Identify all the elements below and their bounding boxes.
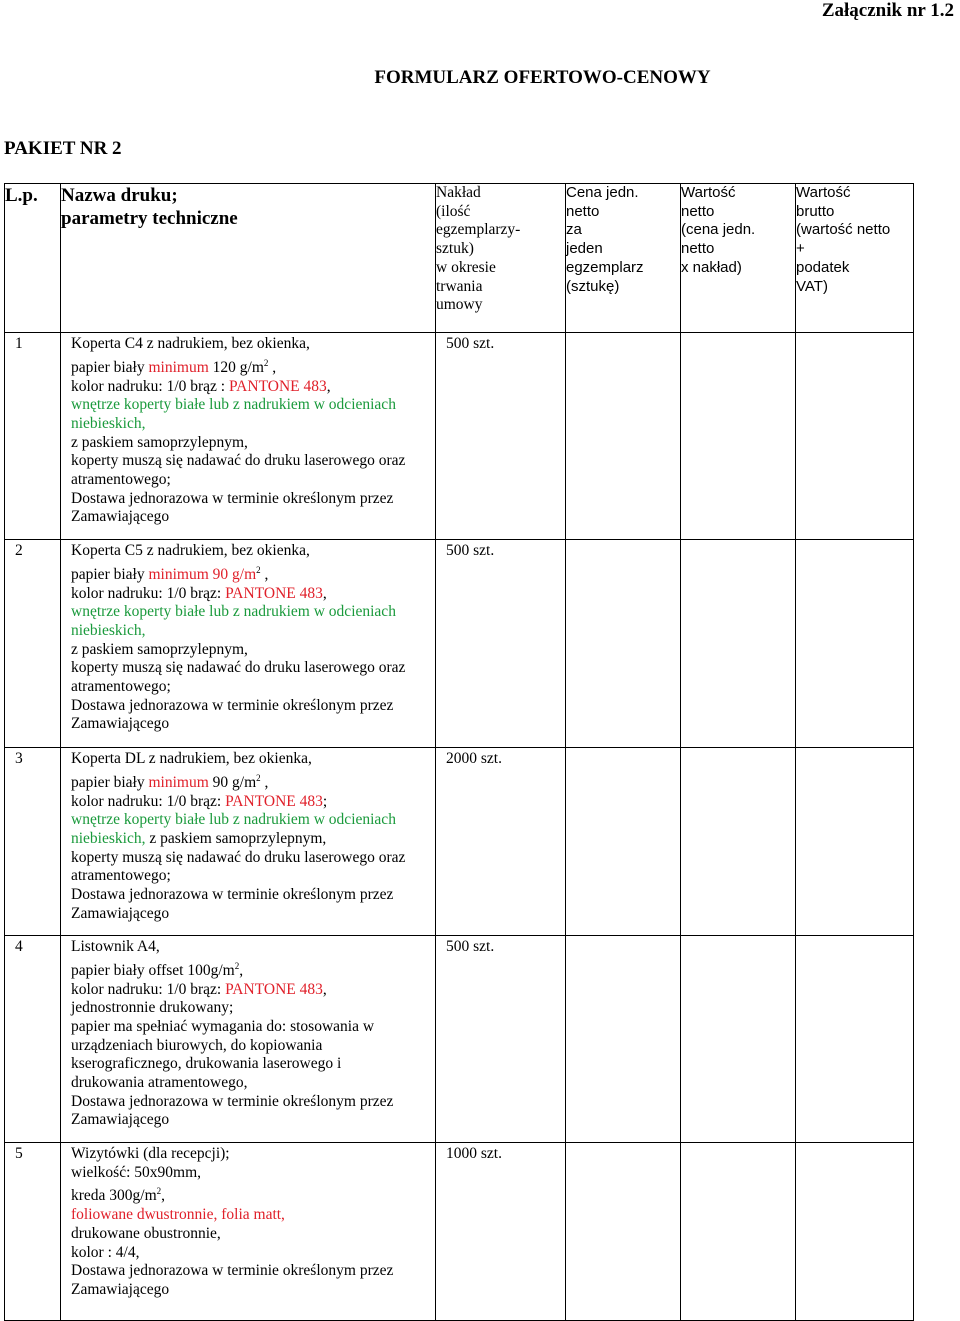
description-text: niebieskich,: [71, 414, 146, 432]
description-line: [71, 905, 435, 924]
net-value-cell[interactable]: [681, 748, 796, 936]
column-header-line: +: [796, 240, 805, 258]
column-header-name-line2: parametry techniczne: [61, 208, 238, 229]
description-text: wnętrze koperty białe lub z nadrukiem w odcieniach: [71, 396, 396, 414]
description-text: papier biały: [71, 358, 149, 376]
quantity-cell: 500 szt.: [436, 936, 566, 1143]
description-text: 2: [256, 564, 261, 575]
description-line: [71, 1281, 435, 1300]
description-line: [71, 508, 435, 527]
column-header-line: VAT): [796, 277, 828, 295]
column-header-gross-value: [796, 184, 914, 333]
column-header-quantity: [436, 184, 566, 333]
item-description: [61, 936, 436, 1143]
description-text: niebieskich,: [71, 621, 146, 639]
description-line: [71, 622, 435, 641]
offer-table: [4, 183, 914, 1321]
gross-value-cell[interactable]: [796, 1143, 914, 1321]
description-line: [71, 490, 435, 509]
description-text: niebieskich,: [71, 829, 146, 847]
unit-price-cell[interactable]: [566, 936, 681, 1143]
column-header-line: (sztukę): [566, 277, 620, 295]
description-line: [71, 659, 435, 678]
description-text: Dostawa jednorazowa w terminie określonym przez: [71, 1262, 394, 1280]
unit-price-cell[interactable]: [566, 540, 681, 748]
column-header-line: Nakład: [436, 184, 481, 201]
item-description: [61, 540, 436, 748]
column-header-name: [61, 184, 436, 333]
column-header-lp: L.p.: [5, 184, 61, 333]
description-line: [71, 938, 435, 957]
description-text: ,: [260, 773, 269, 791]
description-text: ;: [322, 792, 328, 810]
description-text: kolor : 4/4,: [71, 1243, 140, 1261]
column-header-line: Wartość: [681, 184, 736, 201]
column-header-line: umowy: [436, 296, 483, 314]
description-text: atramentowego;: [71, 867, 171, 885]
item-description: [61, 333, 436, 540]
net-value-cell[interactable]: [681, 540, 796, 748]
description-line: [71, 793, 435, 812]
description-text: kolor nadruku: 1/0 brąz:: [71, 792, 226, 810]
description-line: [71, 715, 435, 734]
description-line: [71, 750, 435, 769]
column-header-name-line1: Nazwa druku;: [61, 185, 178, 206]
description-text: Zamawiającego: [71, 508, 170, 526]
gross-value-cell[interactable]: [796, 540, 914, 748]
description-line: [71, 811, 435, 830]
description-line: [71, 561, 435, 585]
description-text: papier ma spełniać wymagania do: stosowania w: [71, 1017, 375, 1035]
description-text: koperty muszą się nadawać do druku laserowego oraz: [71, 452, 406, 470]
column-header-line: (cena jedn.: [681, 221, 756, 239]
column-header-line: Wartość: [796, 184, 851, 201]
column-header-line: netto: [681, 240, 715, 258]
row-number: 2: [5, 540, 61, 748]
description-line: [71, 1037, 435, 1056]
gross-value-cell[interactable]: [796, 333, 914, 540]
column-header-line: podatek: [796, 258, 850, 276]
column-header-line: netto: [681, 202, 715, 220]
package-number: PAKIET NR 2: [4, 138, 122, 159]
description-line: [71, 354, 435, 378]
description-text: Koperta C5 z nadrukiem, bez okienka,: [71, 542, 310, 559]
description-text: papier biały offset 100g/m: [71, 961, 235, 979]
description-text: Zamawiającego: [71, 1111, 170, 1129]
unit-price-cell[interactable]: [566, 333, 681, 540]
row-number: 4: [5, 936, 61, 1143]
description-text: Koperta C4 z nadrukiem, bez okienka,: [71, 335, 310, 352]
description-line: [71, 849, 435, 868]
description-line: [71, 542, 435, 561]
description-text: Listownik A4,: [71, 938, 160, 955]
description-text: papier biały: [71, 773, 149, 791]
table-row: [5, 333, 914, 540]
description-text: PANTONE 483: [228, 377, 327, 395]
gross-value-cell[interactable]: [796, 748, 914, 936]
description-text: minimum: [148, 358, 209, 376]
description-line: [71, 585, 435, 604]
column-header-line: egzemplarz: [566, 258, 644, 276]
description-text: atramentowego;: [71, 471, 171, 489]
form-title: FORMULARZ OFERTOWO-CENOWY: [374, 67, 711, 88]
description-text: minimum 90 g/m: [148, 565, 257, 583]
description-line: [71, 886, 435, 905]
table-row: [5, 540, 914, 748]
description-line: [71, 1164, 435, 1183]
description-text: PANTONE 483: [225, 792, 323, 810]
description-line: [71, 1206, 435, 1225]
unit-price-cell[interactable]: [566, 748, 681, 936]
quantity-cell: 1000 szt.: [436, 1143, 566, 1321]
description-line: [71, 641, 435, 660]
description-line: [71, 697, 435, 716]
description-line: [71, 1074, 435, 1093]
description-text: Dostawa jednorazowa w terminie określonym przez: [71, 1092, 394, 1110]
description-text: koperty muszą się nadawać do druku laserowego oraz: [71, 848, 406, 866]
description-line: [71, 1145, 435, 1164]
description-text: Zamawiającego: [71, 1281, 170, 1299]
description-text: kolor nadruku: 1/0 brąz :: [71, 377, 229, 395]
description-text: kolor nadruku: 1/0 brąz:: [71, 584, 226, 602]
description-text: Dostawa jednorazowa w terminie określonym przez: [71, 489, 394, 507]
description-text: z paskiem samoprzylepnym,: [71, 640, 248, 658]
description-line: [71, 999, 435, 1018]
description-line: [71, 769, 435, 793]
description-text: kserograficznego, drukowania laserowego i: [71, 1055, 342, 1073]
table-row: [5, 1143, 914, 1321]
description-text: PANTONE 483: [225, 584, 323, 602]
table-body: [5, 333, 914, 1321]
description-text: Dostawa jednorazowa w terminie określonym przez: [71, 696, 394, 714]
description-text: ,: [161, 1187, 166, 1205]
column-header-line: sztuk): [436, 240, 474, 258]
description-text: 2: [156, 1186, 162, 1197]
quantity-cell: 2000 szt.: [436, 748, 566, 936]
description-text: foliowane dwustronnie, folia matt,: [71, 1206, 285, 1224]
description-text: ,: [322, 980, 327, 998]
column-header-line: brutto: [796, 202, 835, 220]
description-line: [71, 471, 435, 490]
column-header-line: Cena jedn.: [566, 184, 639, 201]
description-text: Dostawa jednorazowa w terminie określonym przez: [71, 886, 394, 904]
description-text: koperty muszą się nadawać do druku laserowego oraz: [71, 659, 406, 677]
description-text: wnętrze koperty białe lub z nadrukiem w odcieniach: [71, 603, 396, 621]
description-line: [71, 1111, 435, 1130]
description-line: [71, 1093, 435, 1112]
description-line: [71, 603, 435, 622]
description-text: z paskiem samoprzylepnym,: [145, 829, 327, 847]
description-text: ,: [322, 584, 327, 602]
column-header-line: trwania: [436, 277, 483, 295]
description-text: Zamawiającego: [71, 715, 170, 733]
net-value-cell[interactable]: [681, 1143, 796, 1321]
quantity-cell: 500 szt.: [436, 333, 566, 540]
description-text: urządzeniach biurowych, do kopiowania: [71, 1036, 323, 1054]
net-value-cell[interactable]: [681, 936, 796, 1143]
description-line: [71, 1182, 435, 1206]
description-text: z paskiem samoprzylepnym,: [71, 433, 248, 451]
description-line: [71, 335, 435, 354]
column-header-line: w okresie: [436, 258, 496, 276]
description-text: Koperta DL z nadrukiem, bez okienka,: [71, 750, 312, 767]
description-text: kolor nadruku: 1/0 brąz:: [71, 980, 226, 998]
description-text: 2: [234, 960, 240, 971]
column-header-line: egzemplarzy-: [436, 221, 521, 239]
description-text: drukowane obustronnie,: [71, 1224, 221, 1242]
description-line: [71, 981, 435, 1000]
description-text: papier biały: [71, 565, 149, 583]
description-text: ,: [326, 377, 331, 395]
column-header-line: (ilość: [436, 202, 471, 220]
description-text: 120 g/m: [208, 358, 264, 376]
description-text: Wizytówki (dla recepcji);: [71, 1145, 230, 1162]
description-text: Zamawiającego: [71, 904, 170, 922]
description-text: jednostronnie drukowany;: [71, 999, 234, 1017]
description-line: [71, 378, 435, 397]
column-header-line: jeden: [566, 240, 603, 258]
description-line: [71, 678, 435, 697]
description-text: atramentowego;: [71, 678, 171, 696]
description-text: drukowania atramentowego,: [71, 1074, 248, 1092]
column-header-net-value: [681, 184, 796, 333]
description-line: [71, 1018, 435, 1037]
item-description: [61, 1143, 436, 1321]
description-text: 2: [263, 357, 269, 368]
description-line: [71, 452, 435, 471]
gross-value-cell[interactable]: [796, 936, 914, 1143]
description-text: PANTONE 483: [225, 980, 323, 998]
table-header-row: [5, 184, 914, 333]
description-line: [71, 957, 435, 981]
column-header-line: x nakład): [681, 258, 742, 276]
description-text: ,: [239, 961, 244, 979]
table-row: [5, 936, 914, 1143]
item-description: [61, 748, 436, 936]
description-line: [71, 1055, 435, 1074]
row-number: 1: [5, 333, 61, 540]
net-value-cell[interactable]: [681, 333, 796, 540]
column-header-line: za: [566, 221, 582, 239]
table-row: [5, 748, 914, 936]
annex-number: Załącznik nr 1.2: [821, 0, 954, 21]
description-text: wnętrze koperty białe lub z nadrukiem w odcieniach: [71, 811, 396, 829]
row-number: 5: [5, 1143, 61, 1321]
description-line: [71, 396, 435, 415]
description-text: ,: [260, 565, 269, 583]
description-line: [71, 830, 435, 849]
description-line: [71, 434, 435, 453]
description-text: 2: [256, 772, 261, 783]
column-header-line: netto: [566, 202, 600, 220]
column-header-line: (wartość netto: [796, 221, 891, 239]
column-header-unit-price: [566, 184, 681, 333]
description-line: [71, 415, 435, 434]
description-line: [71, 1262, 435, 1281]
quantity-cell: 500 szt.: [436, 540, 566, 748]
description-line: [71, 867, 435, 886]
description-text: ,: [268, 358, 277, 376]
description-text: 90 g/m: [208, 773, 257, 791]
description-text: wielkość: 50x90mm,: [71, 1163, 202, 1181]
description-line: [71, 1225, 435, 1244]
unit-price-cell[interactable]: [566, 1143, 681, 1321]
description-line: [71, 1244, 435, 1263]
description-text: minimum: [148, 773, 209, 791]
row-number: 3: [5, 748, 61, 936]
description-text: kreda 300g/m: [71, 1187, 157, 1205]
